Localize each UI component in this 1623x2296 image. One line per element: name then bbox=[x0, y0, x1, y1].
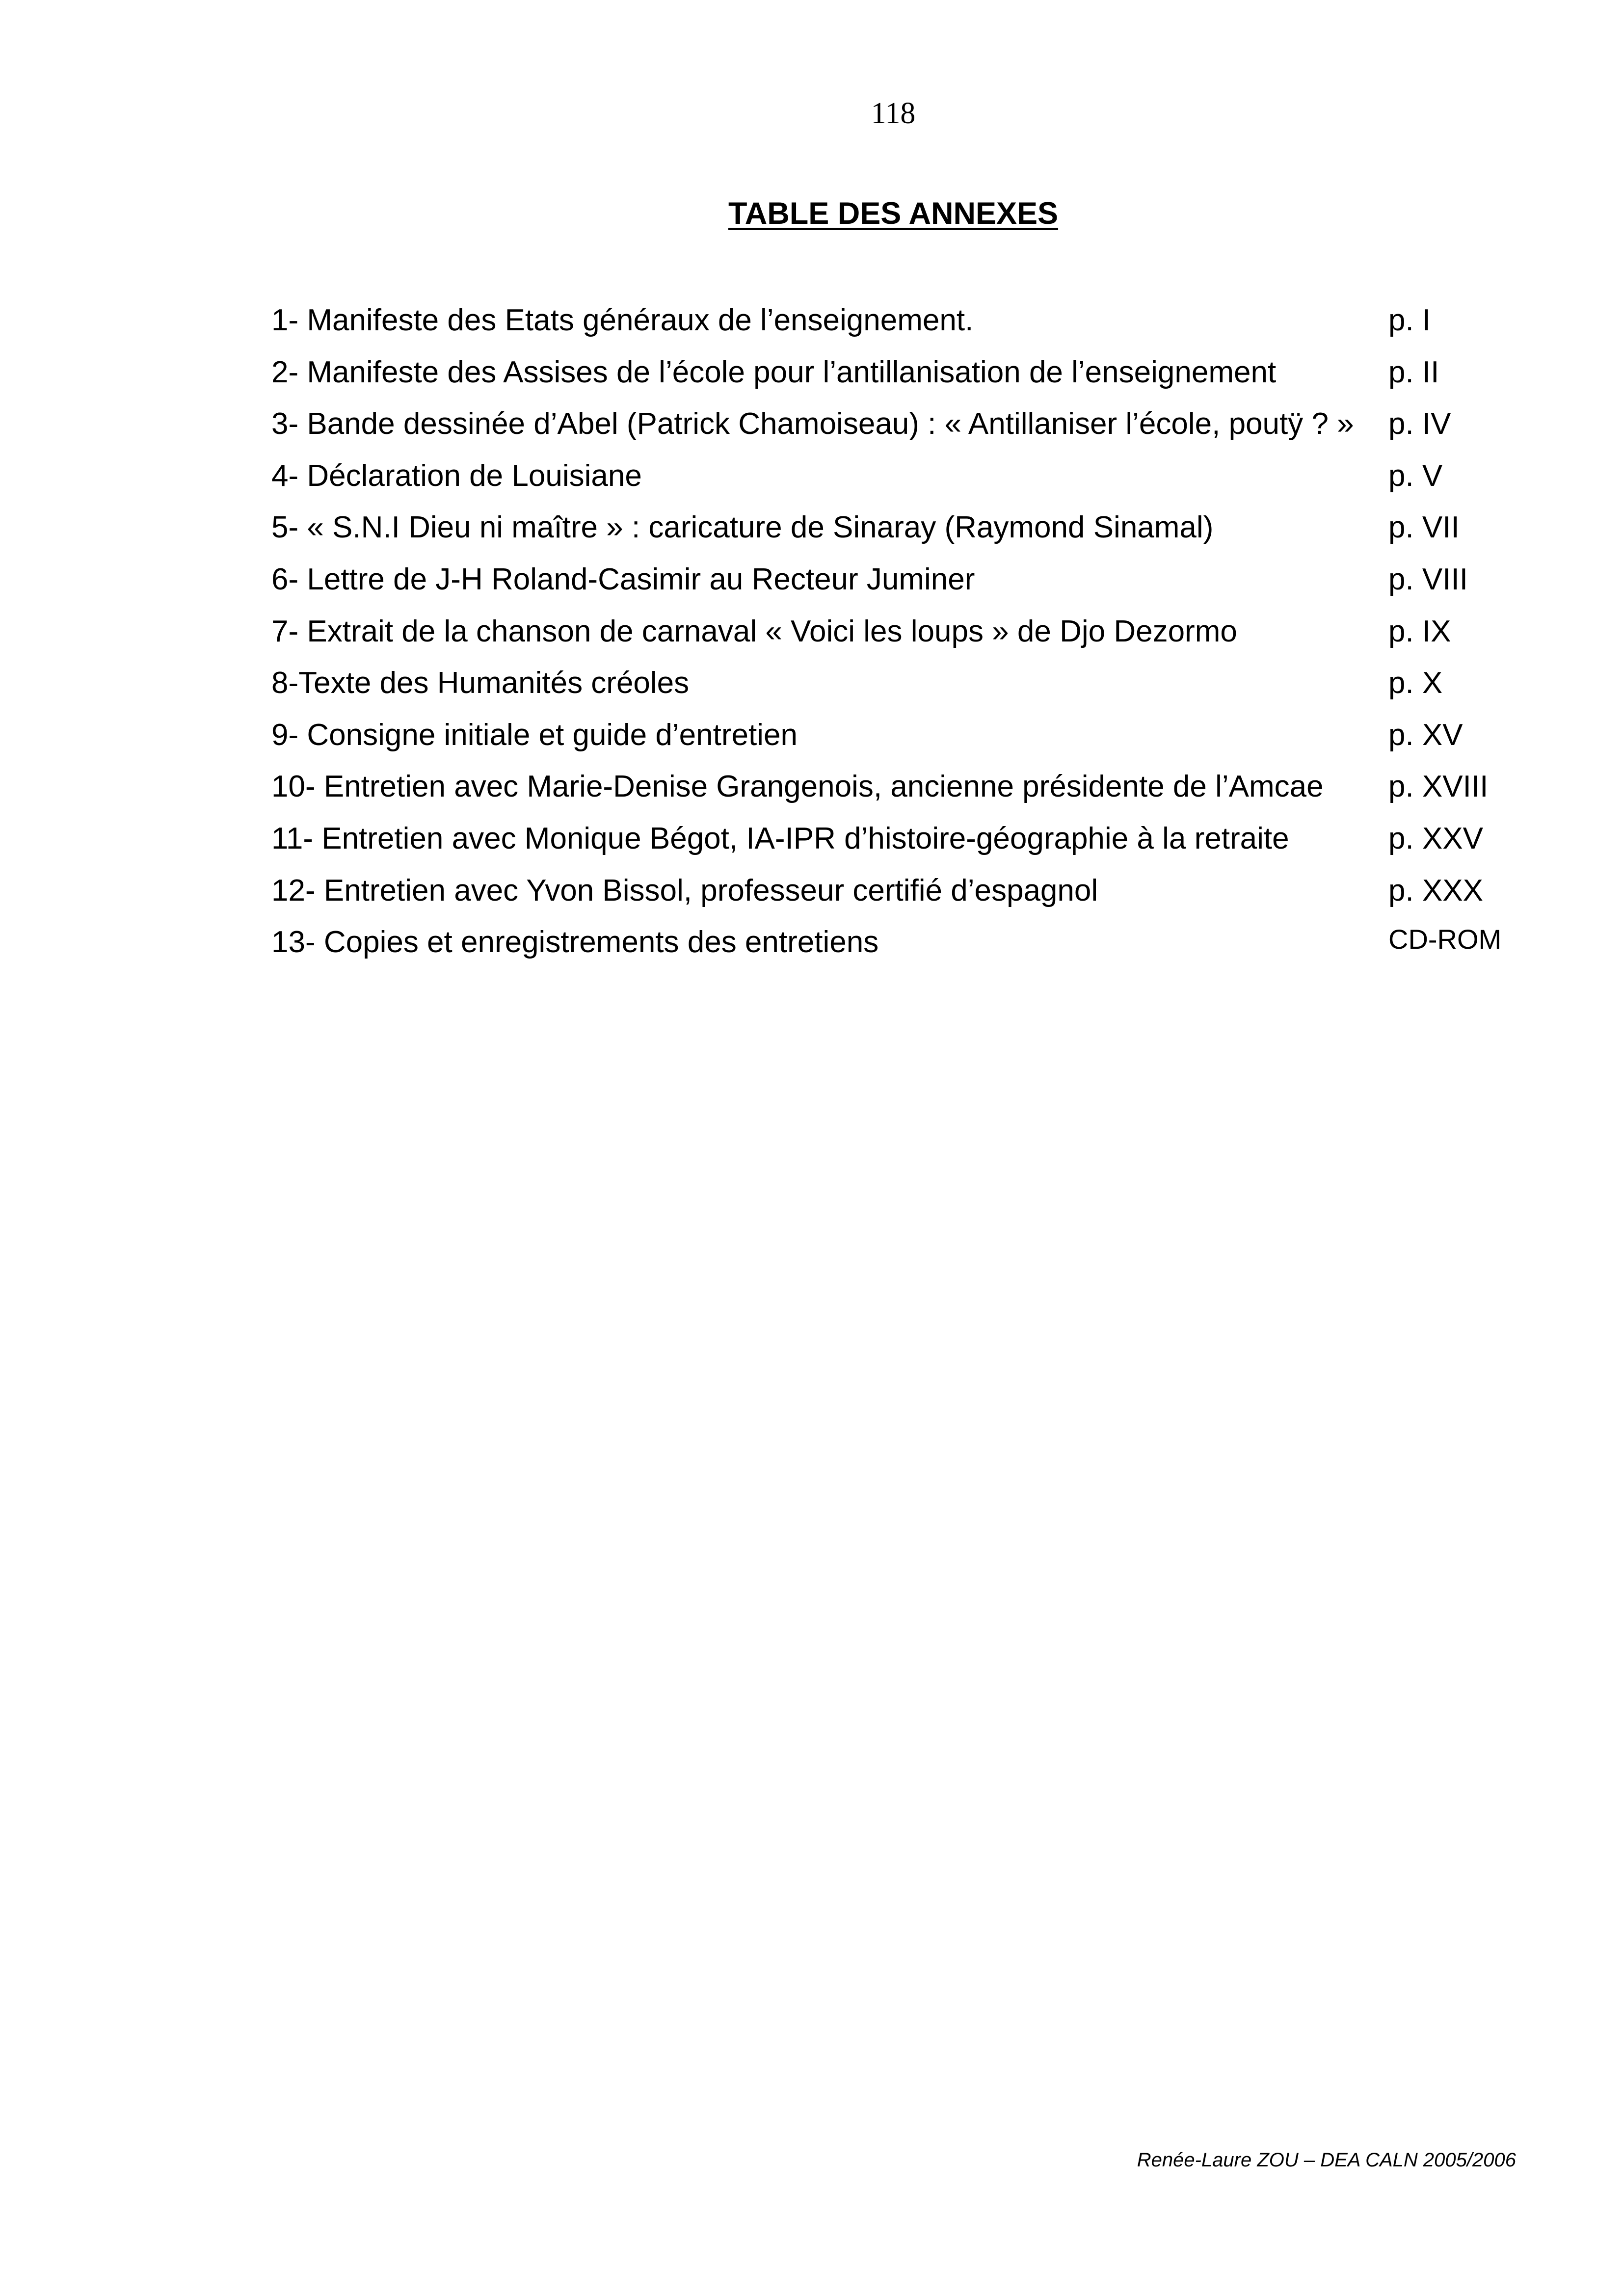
toc-entry-label: 10- Entretien avec Marie-Denise Grangenois, ancienne présidente de l’Amcae bbox=[271, 770, 1324, 804]
page-number: 118 bbox=[871, 97, 916, 130]
toc-entry-page: p. XVIII bbox=[1388, 770, 1489, 804]
toc-entry-page: CD-ROM bbox=[1388, 924, 1502, 955]
toc-entry bbox=[271, 458, 1518, 510]
toc-entry-page: p. VIII bbox=[1388, 562, 1468, 596]
annex-table-of-contents bbox=[271, 303, 1518, 977]
toc-entry-page: p. VII bbox=[1388, 510, 1460, 545]
toc-entry-label: 4- Déclaration de Louisiane bbox=[271, 458, 642, 493]
toc-entry bbox=[271, 510, 1518, 562]
toc-entry-label: 2- Manifeste des Assises de l’école pour l’antillanisation de l’enseignement bbox=[271, 355, 1277, 389]
toc-entry-label: 3- Bande dessinée d’Abel (Patrick Chamoiseau) : « Antillaniser l’école, poutÿ ? » bbox=[271, 407, 1354, 441]
toc-entry-label: 11- Entretien avec Monique Bégot, IA-IPR d’histoire-géographie à la retraite bbox=[271, 821, 1289, 855]
toc-entry-label: 8-Texte des Humanités créoles bbox=[271, 666, 690, 700]
toc-entry bbox=[271, 925, 1518, 977]
toc-entry bbox=[271, 666, 1518, 718]
toc-entry bbox=[271, 821, 1518, 873]
toc-entry-page: p. IV bbox=[1388, 407, 1451, 441]
toc-entry bbox=[271, 873, 1518, 925]
toc-entry bbox=[271, 614, 1518, 666]
toc-entry bbox=[271, 303, 1518, 355]
toc-entry-label: 5- « S.N.I Dieu ni maître » : caricature de Sinaray (Raymond Sinamal) bbox=[271, 510, 1214, 545]
toc-entry-page: p. IX bbox=[1388, 614, 1451, 648]
page-footer: Renée-Laure ZOU – DEA CALN 2005/2006 bbox=[1137, 2149, 1516, 2171]
toc-entry bbox=[271, 769, 1518, 821]
toc-entry-page: p. XXV bbox=[1388, 821, 1483, 855]
toc-entry bbox=[271, 355, 1518, 407]
toc-entry-label: 1- Manifeste des Etats généraux de l’enseignement. bbox=[271, 303, 974, 337]
toc-entry bbox=[271, 562, 1518, 614]
toc-entry-page: p. I bbox=[1388, 303, 1431, 337]
page-title: TABLE DES ANNEXES bbox=[728, 196, 1059, 231]
toc-entry-label: 7- Extrait de la chanson de carnaval « Voici les loups » de Djo Dezormo bbox=[271, 614, 1237, 648]
toc-entry-label: 6- Lettre de J-H Roland-Casimir au Recteur Juminer bbox=[271, 562, 975, 596]
toc-entry-page: p. V bbox=[1388, 458, 1443, 493]
toc-entry-page: p. X bbox=[1388, 666, 1443, 700]
toc-entry-page: p. XXX bbox=[1388, 873, 1483, 908]
toc-entry bbox=[271, 718, 1518, 770]
toc-entry bbox=[271, 406, 1518, 458]
toc-entry-label: 12- Entretien avec Yvon Bissol, professeur certifié d’espagnol bbox=[271, 873, 1098, 908]
toc-entry-label: 13- Copies et enregistrements des entretiens bbox=[271, 925, 879, 960]
toc-entry-page: p. XV bbox=[1388, 718, 1463, 752]
toc-entry-label: 9- Consigne initiale et guide d’entretien bbox=[271, 718, 798, 752]
toc-entry-page: p. II bbox=[1388, 355, 1439, 389]
